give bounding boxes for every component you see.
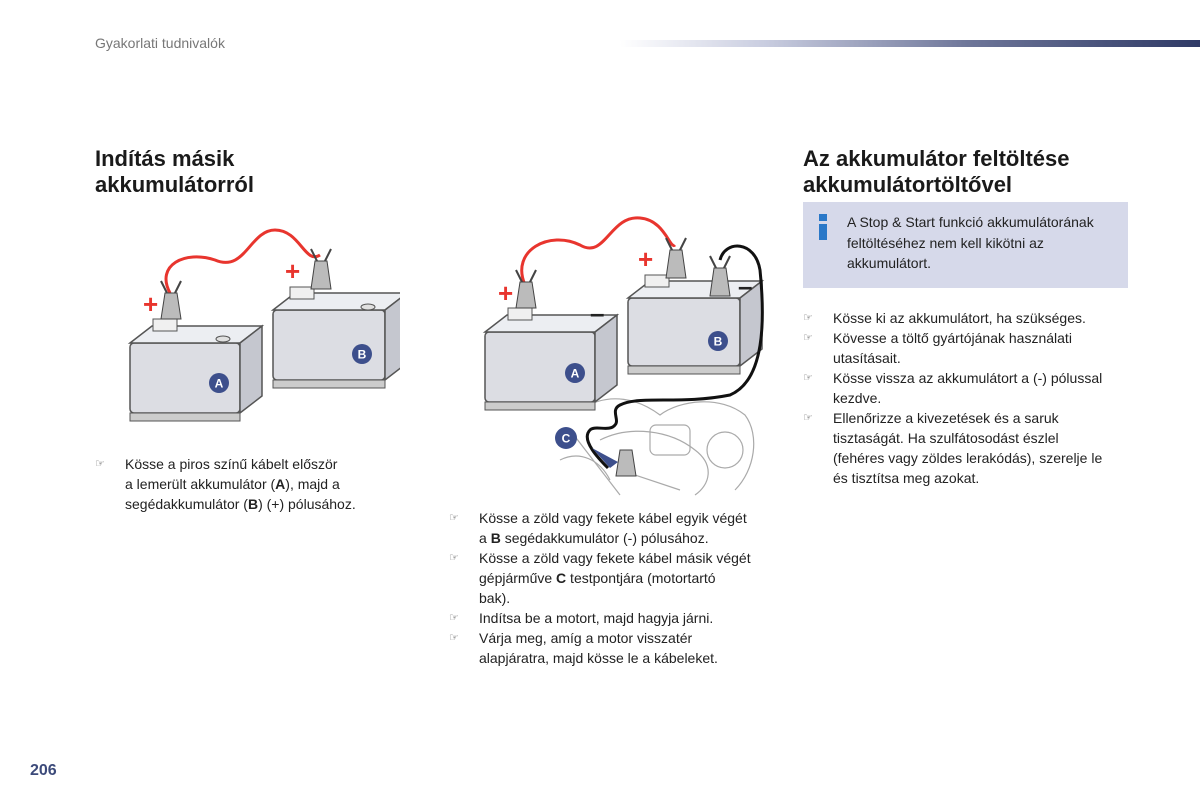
list-item [95, 454, 395, 514]
list-item-text: segédakkumulátor (-) pólusához. [500, 530, 709, 546]
clamp-icon [516, 270, 536, 308]
list-item [449, 628, 789, 668]
list-item-text: és tisztítsa meg azokat. [833, 470, 980, 486]
header-bar [620, 40, 1200, 47]
list-item [803, 328, 1143, 368]
label-b-ref: B [247, 496, 259, 512]
battery-a-illustration [130, 319, 262, 421]
bullet-icon: ☞ [803, 312, 813, 324]
list-item-text: Indítsa be a motort, majd hagyja járni. [479, 610, 714, 626]
clamp-icon [666, 238, 686, 278]
right-heading-line: Az akkumulátor feltöltése [803, 146, 1070, 171]
bullet-icon: ☞ [449, 632, 459, 644]
info-text-line: feltöltéséhez nem kell kikötni az [847, 234, 1044, 251]
plus-sign: + [143, 289, 159, 319]
bullet-icon: ☞ [449, 552, 459, 564]
list-item-text: ), majd a [285, 476, 340, 492]
list-item-text: segédakkumulátor ( [125, 496, 248, 512]
plus-sign: + [285, 256, 301, 286]
label-c-text: C [561, 431, 571, 446]
label-a-text: A [570, 366, 580, 381]
list-item-text: ) (+) pólusához. [258, 496, 356, 512]
list-item-text: bak). [479, 590, 511, 606]
info-text [847, 212, 1122, 274]
bullet-icon: ☞ [803, 372, 813, 384]
list-item-text: Várja meg, amíg a motor visszatér [479, 630, 693, 646]
info-text-line: A Stop & Start funkció akkumulátorának [847, 214, 1094, 230]
left-heading-line: Indítás másik [95, 146, 235, 171]
bullet-icon: ☞ [95, 458, 105, 470]
info-icon [817, 214, 829, 240]
list-item-text: kezdve. [833, 390, 882, 406]
list-item-text: tisztaságát. Ha szulfátosodást észlel [833, 430, 1059, 446]
list-item [449, 508, 789, 548]
figure-jump-start-black-cable [480, 210, 780, 500]
header-section-title: Gyakorlati tudnivalók [95, 35, 225, 51]
minus-sign: – [738, 271, 753, 301]
list-item-text: Ellenőrizze a kivezetések és a saruk [833, 410, 1059, 426]
left-heading [95, 146, 254, 198]
battery-b-illustration [273, 287, 400, 388]
list-item-text: Kösse vissza az akkumulátort a (-) pólussal [833, 370, 1103, 386]
list-item-text: Kösse ki az akkumulátort, ha szükséges. [833, 310, 1086, 326]
plus-sign: + [638, 244, 654, 274]
page-number: 206 [30, 762, 57, 779]
middle-instruction-list [449, 508, 789, 668]
minus-sign: – [590, 298, 605, 328]
right-instruction-list [803, 308, 1143, 488]
list-item [449, 608, 789, 628]
list-item-text: utasításait. [833, 350, 901, 366]
bullet-icon: ☞ [803, 412, 813, 424]
list-item-text: Kövesse a töltő gyártójának használati [833, 330, 1072, 346]
bullet-icon: ☞ [449, 512, 459, 524]
left-instruction-list [95, 454, 395, 514]
label-b-ref: B [490, 530, 501, 546]
label-c-ref: C [556, 570, 567, 586]
list-item-text: a [479, 530, 491, 546]
list-item-text: alapjáratra, majd kösse le a kábeleket. [479, 650, 718, 666]
info-text-line: akkumulátort. [847, 255, 932, 271]
right-heading [803, 146, 1070, 198]
bullet-icon: ☞ [449, 612, 459, 624]
list-item [803, 368, 1143, 408]
list-item-text: gépjárműve [479, 570, 557, 586]
plus-sign: + [498, 278, 514, 308]
label-a-text: A [214, 376, 224, 391]
list-item-text: a lemerült akkumulátor ( [125, 476, 276, 492]
left-heading-line: akkumulátorról [95, 172, 254, 197]
list-item-text: Kösse a zöld vagy fekete kábel egyik végét [479, 510, 747, 526]
list-item-text: Kösse a zöld vagy fekete kábel másik végét [479, 550, 751, 566]
right-heading-line: akkumulátortöltővel [803, 172, 1013, 197]
figure-jump-start-red-cable [125, 215, 400, 425]
label-b-text: B [357, 347, 367, 362]
clamp-icon [710, 256, 730, 296]
info-box [803, 202, 1128, 288]
list-item-text: testpontjára (motortartó [566, 570, 716, 586]
clamp-icon [616, 450, 636, 476]
list-item [803, 308, 1143, 328]
label-a-ref: A [275, 476, 286, 492]
label-b-text: B [713, 334, 723, 349]
list-item-text: Kösse a piros színű kábelt először [125, 456, 338, 472]
clamp-icon [161, 281, 181, 319]
list-item-text: (fehéres vagy zöldes lerakódás), szerelje le [833, 450, 1103, 466]
list-item [803, 408, 1143, 488]
list-item [449, 548, 789, 608]
clamp-icon [311, 249, 331, 289]
bullet-icon: ☞ [803, 332, 813, 344]
